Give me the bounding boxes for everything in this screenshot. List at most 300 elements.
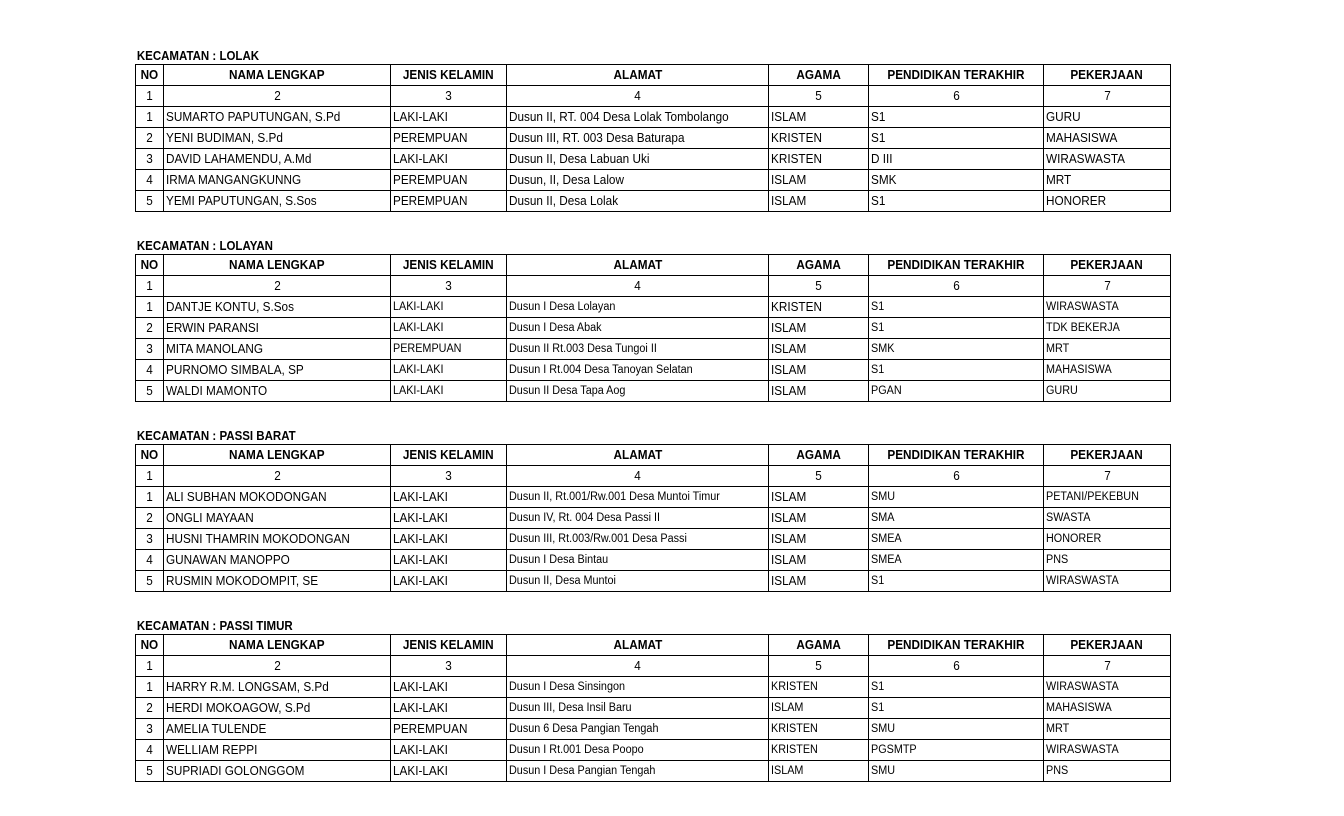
cell-value: 3 — [146, 342, 153, 356]
column-number: 7 — [1103, 279, 1111, 293]
header-label: PENDIDIKAN TERAKHIR — [887, 68, 1025, 82]
header-cell-no — [136, 445, 164, 466]
cell-value: Dusun 6 Desa Pangian Tengah — [509, 723, 659, 735]
cell-pendidikan — [869, 318, 1044, 339]
header-label: ALAMAT — [613, 258, 662, 272]
header-cell-alamat — [507, 65, 769, 86]
cell-agama — [769, 571, 869, 592]
cell-alamat — [507, 149, 769, 170]
header-cell-nama — [164, 65, 391, 86]
header-label: PEKERJAAN — [1070, 258, 1144, 272]
cell-no — [136, 149, 164, 170]
cell-pekerjaan — [1044, 719, 1171, 740]
header-label: PEKERJAAN — [1070, 448, 1144, 462]
cell-value: Dusun II, RT. 004 Desa Lolak Tombolango — [509, 110, 729, 124]
cell-value: D III — [871, 152, 893, 166]
cell-value: WIRASWASTA — [1046, 681, 1119, 693]
cell-alamat — [507, 677, 769, 698]
cell-pendidikan — [869, 487, 1044, 508]
table-row — [136, 360, 1171, 381]
header-cell-jenis — [391, 635, 507, 656]
header-label: AGAMA — [796, 448, 841, 462]
cell-value: Dusun I Desa Bintau — [509, 554, 609, 566]
cell-value: PNS — [1046, 765, 1069, 777]
column-number-cell — [164, 466, 391, 487]
cell-alamat — [507, 761, 769, 782]
cell-value: ISLAM — [771, 511, 807, 525]
table-row — [136, 107, 1171, 128]
cell-value: LAKI-LAKI — [393, 364, 444, 376]
column-number: 6 — [952, 89, 960, 103]
cell-value: MAHASISWA — [1046, 131, 1118, 145]
header-label: NAMA LENGKAP — [229, 258, 325, 272]
cell-value: 1 — [146, 300, 153, 314]
column-number: 4 — [634, 469, 641, 483]
cell-value: GURU — [1046, 385, 1078, 397]
cell-value: S1 — [871, 110, 886, 124]
cell-value: S1 — [871, 364, 885, 376]
cell-pendidikan — [869, 740, 1044, 761]
cell-alamat — [507, 740, 769, 761]
cell-alamat — [507, 360, 769, 381]
section-title: KECAMATAN : LOLAK — [136, 49, 260, 63]
cell-agama — [769, 191, 869, 212]
cell-no — [136, 698, 164, 719]
section-kecamatan — [135, 618, 1170, 782]
header-cell-no — [136, 255, 164, 276]
cell-value: MRT — [1046, 343, 1070, 355]
cell-pekerjaan — [1044, 191, 1171, 212]
header-cell-no — [136, 65, 164, 86]
cell-pendidikan — [869, 529, 1044, 550]
table-row — [136, 128, 1171, 149]
header-cell-nama — [164, 255, 391, 276]
cell-jenis — [391, 381, 507, 402]
cell-agama — [769, 508, 869, 529]
cell-jenis — [391, 297, 507, 318]
cell-value: LAKI-LAKI — [393, 680, 448, 694]
cell-value: 2 — [146, 511, 153, 525]
column-number-cell — [769, 466, 869, 487]
table-row — [136, 719, 1171, 740]
header-cell-no — [136, 635, 164, 656]
cell-nama — [164, 128, 391, 149]
column-number: 7 — [1103, 469, 1111, 483]
column-number: 1 — [146, 659, 153, 673]
cell-value: ONGLI MAYAAN — [166, 511, 254, 525]
header-label: AGAMA — [796, 258, 841, 272]
data-table — [135, 254, 1171, 402]
cell-agama — [769, 761, 869, 782]
column-number-cell — [1044, 86, 1171, 107]
cell-jenis — [391, 107, 507, 128]
cell-pekerjaan — [1044, 529, 1171, 550]
cell-value: MAHASISWA — [1046, 364, 1112, 376]
cell-jenis — [391, 571, 507, 592]
cell-value: LAKI-LAKI — [393, 743, 448, 757]
header-cell-jenis — [391, 445, 507, 466]
cell-value: S1 — [871, 681, 885, 693]
cell-value: 2 — [146, 321, 153, 335]
cell-value: LAKI-LAKI — [393, 385, 444, 397]
cell-alamat — [507, 487, 769, 508]
cell-value: 2 — [146, 131, 153, 145]
column-number-cell — [391, 86, 507, 107]
column-number-cell — [391, 656, 507, 677]
column-number: 4 — [634, 279, 641, 293]
cell-alamat — [507, 170, 769, 191]
cell-value: ISLAM — [771, 702, 804, 714]
table-row — [136, 761, 1171, 782]
cell-pekerjaan — [1044, 297, 1171, 318]
cell-nama — [164, 339, 391, 360]
cell-agama — [769, 128, 869, 149]
cell-value: 1 — [146, 490, 153, 504]
cell-agama — [769, 318, 869, 339]
cell-pekerjaan — [1044, 761, 1171, 782]
cell-agama — [769, 740, 869, 761]
header-label: NAMA LENGKAP — [229, 68, 325, 82]
cell-alamat — [507, 107, 769, 128]
cell-value: WIRASWASTA — [1046, 575, 1119, 587]
header-label: PENDIDIKAN TERAKHIR — [887, 638, 1025, 652]
cell-value: PEREMPUAN — [393, 194, 468, 208]
cell-jenis — [391, 761, 507, 782]
cell-nama — [164, 170, 391, 191]
cell-nama — [164, 297, 391, 318]
cell-agama — [769, 381, 869, 402]
cell-pendidikan — [869, 297, 1044, 318]
cell-alamat — [507, 339, 769, 360]
cell-jenis — [391, 740, 507, 761]
cell-value: 1 — [146, 110, 153, 124]
cell-nama — [164, 740, 391, 761]
header-cell-pendidikan — [869, 635, 1044, 656]
table-row — [136, 698, 1171, 719]
cell-value: ISLAM — [771, 490, 807, 504]
cell-pekerjaan — [1044, 128, 1171, 149]
cell-no — [136, 571, 164, 592]
cell-value: DANTJE KONTU, S.Sos — [166, 300, 294, 314]
cell-value: LAKI-LAKI — [393, 701, 448, 715]
cell-value: SMK — [871, 343, 895, 355]
column-number: 2 — [273, 659, 281, 673]
cell-value: PNS — [1046, 554, 1069, 566]
section-kecamatan — [135, 48, 1170, 212]
cell-no — [136, 508, 164, 529]
cell-value: Dusun II, Desa Muntoi — [509, 575, 616, 587]
cell-nama — [164, 508, 391, 529]
column-number: 6 — [952, 279, 960, 293]
cell-pendidikan — [869, 761, 1044, 782]
cell-nama — [164, 550, 391, 571]
section-title: KECAMATAN : PASSI BARAT — [136, 429, 296, 443]
cell-alamat — [507, 529, 769, 550]
cell-value: Dusun II Rt.003 Desa Tungoi II — [509, 343, 657, 355]
table-row — [136, 487, 1171, 508]
cell-value: WELLIAM REPPI — [166, 743, 258, 757]
column-number-cell — [507, 276, 769, 297]
cell-value: ISLAM — [771, 553, 807, 567]
column-number: 5 — [815, 279, 822, 293]
header-label: PENDIDIKAN TERAKHIR — [887, 258, 1025, 272]
header-label: PEKERJAAN — [1070, 638, 1144, 652]
cell-value: SMEA — [871, 554, 902, 566]
cell-value: SMK — [871, 173, 897, 187]
header-cell-alamat — [507, 255, 769, 276]
cell-no — [136, 381, 164, 402]
header-cell-pekerjaan — [1044, 255, 1171, 276]
cell-nama — [164, 487, 391, 508]
cell-agama — [769, 170, 869, 191]
header-cell-agama — [769, 255, 869, 276]
table-row — [136, 740, 1171, 761]
cell-nama — [164, 677, 391, 698]
cell-nama — [164, 381, 391, 402]
cell-pendidikan — [869, 339, 1044, 360]
cell-pekerjaan — [1044, 550, 1171, 571]
cell-value: Dusun I Rt.004 Desa Tanoyan Selatan — [509, 364, 693, 376]
cell-value: KRISTEN — [771, 723, 818, 735]
cell-value: HUSNI THAMRIN MOKODONGAN — [166, 532, 350, 546]
cell-nama — [164, 107, 391, 128]
cell-value: GUNAWAN MANOPPO — [166, 553, 290, 567]
column-number: 1 — [146, 469, 153, 483]
cell-pendidikan — [869, 571, 1044, 592]
cell-jenis — [391, 360, 507, 381]
header-row — [136, 65, 1171, 86]
cell-alamat — [507, 297, 769, 318]
cell-pekerjaan — [1044, 149, 1171, 170]
column-number-cell — [136, 656, 164, 677]
cell-value: AMELIA TULENDE — [166, 722, 267, 736]
cell-value: Dusun III, Rt.003/Rw.001 Desa Passi — [509, 533, 687, 545]
cell-value: Dusun II, Desa Labuan Uki — [509, 152, 650, 166]
cell-value: HONORER — [1046, 194, 1107, 208]
cell-no — [136, 191, 164, 212]
cell-value: ISLAM — [771, 532, 807, 546]
header-cell-pendidikan — [869, 65, 1044, 86]
table-row — [136, 571, 1171, 592]
cell-agama — [769, 339, 869, 360]
cell-agama — [769, 529, 869, 550]
cell-value: ISLAM — [771, 363, 807, 377]
cell-value: LAKI-LAKI — [393, 301, 444, 313]
header-cell-pendidikan — [869, 445, 1044, 466]
column-number-cell — [136, 466, 164, 487]
cell-value: LAKI-LAKI — [393, 152, 448, 166]
header-label: ALAMAT — [613, 68, 662, 82]
table-row — [136, 677, 1171, 698]
cell-alamat — [507, 550, 769, 571]
header-row — [136, 445, 1171, 466]
cell-pekerjaan — [1044, 360, 1171, 381]
cell-pendidikan — [869, 698, 1044, 719]
cell-value: S1 — [871, 322, 885, 334]
cell-value: 2 — [146, 701, 153, 715]
header-label: JENIS KELAMIN — [403, 448, 494, 462]
cell-value: LAKI-LAKI — [393, 110, 448, 124]
column-number-row — [136, 86, 1171, 107]
cell-pekerjaan — [1044, 170, 1171, 191]
column-number: 3 — [445, 469, 452, 483]
cell-value: 3 — [146, 532, 153, 546]
column-number: 2 — [273, 469, 281, 483]
cell-no — [136, 339, 164, 360]
header-row — [136, 635, 1171, 656]
cell-pekerjaan — [1044, 571, 1171, 592]
cell-value: KRISTEN — [771, 681, 818, 693]
table-row — [136, 550, 1171, 571]
cell-value: SUMARTO PAPUTUNGAN, S.Pd — [166, 110, 341, 124]
cell-value: PURNOMO SIMBALA, SP — [166, 363, 304, 377]
column-number-cell — [769, 656, 869, 677]
cell-value: SMA — [871, 512, 895, 524]
column-number-row — [136, 466, 1171, 487]
cell-value: GURU — [1046, 110, 1081, 124]
cell-value: ERWIN PARANSI — [166, 321, 259, 335]
cell-value: YEMI PAPUTUNGAN, S.Sos — [166, 194, 317, 208]
header-cell-jenis — [391, 65, 507, 86]
header-cell-agama — [769, 65, 869, 86]
header-label: JENIS KELAMIN — [403, 258, 494, 272]
table-row — [136, 149, 1171, 170]
header-cell-pekerjaan — [1044, 635, 1171, 656]
table-row — [136, 170, 1171, 191]
cell-value: 5 — [146, 574, 153, 588]
cell-nama — [164, 318, 391, 339]
cell-nama — [164, 698, 391, 719]
column-number-cell — [869, 86, 1044, 107]
cell-value: Dusun I Desa Pangian Tengah — [509, 765, 656, 777]
column-number-cell — [769, 276, 869, 297]
cell-no — [136, 297, 164, 318]
cell-pendidikan — [869, 719, 1044, 740]
cell-agama — [769, 487, 869, 508]
header-cell-nama — [164, 445, 391, 466]
cell-alamat — [507, 571, 769, 592]
column-number: 4 — [634, 659, 641, 673]
header-label: NAMA LENGKAP — [229, 638, 325, 652]
table-row — [136, 318, 1171, 339]
cell-value: 3 — [146, 722, 153, 736]
cell-value: Dusun I Rt.001 Desa Poopo — [509, 744, 644, 756]
cell-value: HONORER — [1046, 533, 1102, 545]
cell-value: MRT — [1046, 723, 1070, 735]
column-number-cell — [391, 466, 507, 487]
cell-value: ISLAM — [771, 384, 807, 398]
cell-value: ISLAM — [771, 765, 804, 777]
section-kecamatan — [135, 428, 1170, 592]
cell-value: Dusun II Desa Tapa Aog — [509, 385, 626, 397]
cell-value: 4 — [146, 743, 153, 757]
cell-value: PGSMTP — [871, 744, 917, 756]
cell-alamat — [507, 698, 769, 719]
cell-value: WIRASWASTA — [1046, 152, 1125, 166]
header-label: PEKERJAAN — [1070, 68, 1144, 82]
column-number: 7 — [1103, 659, 1111, 673]
data-table — [135, 444, 1171, 592]
table-row — [136, 508, 1171, 529]
cell-value: Dusun III, Desa Insil Baru — [509, 702, 632, 714]
cell-agama — [769, 719, 869, 740]
cell-value: KRISTEN — [771, 744, 818, 756]
cell-no — [136, 550, 164, 571]
header-cell-pendidikan — [869, 255, 1044, 276]
cell-value: S1 — [871, 575, 885, 587]
cell-no — [136, 529, 164, 550]
cell-jenis — [391, 128, 507, 149]
cell-value: KRISTEN — [771, 152, 822, 166]
cell-value: LAKI-LAKI — [393, 553, 448, 567]
column-number: 3 — [445, 89, 452, 103]
cell-value: SWASTA — [1046, 512, 1091, 524]
column-number: 3 — [445, 659, 452, 673]
cell-value: YENI BUDIMAN, S.Pd — [166, 131, 283, 145]
column-number-cell — [136, 276, 164, 297]
cell-value: PEREMPUAN — [393, 343, 462, 355]
cell-value: SMU — [871, 491, 896, 503]
cell-pekerjaan — [1044, 508, 1171, 529]
cell-value: Dusun I Desa Lolayan — [509, 301, 616, 313]
cell-value: LAKI-LAKI — [393, 511, 448, 525]
column-number-cell — [391, 276, 507, 297]
cell-nama — [164, 571, 391, 592]
cell-value: Dusun I Desa Abak — [509, 322, 602, 334]
cell-agama — [769, 149, 869, 170]
cell-value: HARRY R.M. LONGSAM, S.Pd — [166, 680, 329, 694]
column-number: 1 — [146, 89, 153, 103]
cell-jenis — [391, 719, 507, 740]
cell-pekerjaan — [1044, 698, 1171, 719]
cell-value: Dusun III, RT. 003 Desa Baturapa — [509, 131, 685, 145]
column-number-cell — [1044, 466, 1171, 487]
column-number: 6 — [952, 469, 960, 483]
header-row — [136, 255, 1171, 276]
cell-no — [136, 761, 164, 782]
data-table — [135, 64, 1171, 212]
cell-value: KRISTEN — [771, 300, 822, 314]
cell-value: MRT — [1046, 173, 1072, 187]
cell-jenis — [391, 191, 507, 212]
cell-value: 4 — [146, 173, 153, 187]
header-label: NO — [140, 448, 159, 462]
cell-jenis — [391, 550, 507, 571]
cell-value: TDK BEKERJA — [1046, 322, 1120, 334]
cell-value: PETANI/PEKEBUN — [1046, 491, 1139, 503]
cell-pendidikan — [869, 191, 1044, 212]
table-row — [136, 191, 1171, 212]
data-table — [135, 634, 1171, 782]
cell-value: PEREMPUAN — [393, 173, 468, 187]
cell-value: PEREMPUAN — [393, 722, 468, 736]
cell-value: 5 — [146, 194, 153, 208]
cell-pekerjaan — [1044, 381, 1171, 402]
cell-agama — [769, 360, 869, 381]
header-cell-alamat — [507, 445, 769, 466]
header-label: NAMA LENGKAP — [229, 448, 325, 462]
cell-value: SMU — [871, 765, 896, 777]
column-number-cell — [136, 86, 164, 107]
cell-value: RUSMIN MOKODOMPIT, SE — [166, 574, 319, 588]
cell-value: S1 — [871, 301, 885, 313]
cell-pendidikan — [869, 360, 1044, 381]
column-number: 7 — [1103, 89, 1111, 103]
table-row — [136, 339, 1171, 360]
header-cell-pekerjaan — [1044, 65, 1171, 86]
column-number-cell — [1044, 656, 1171, 677]
cell-value: ISLAM — [771, 574, 807, 588]
